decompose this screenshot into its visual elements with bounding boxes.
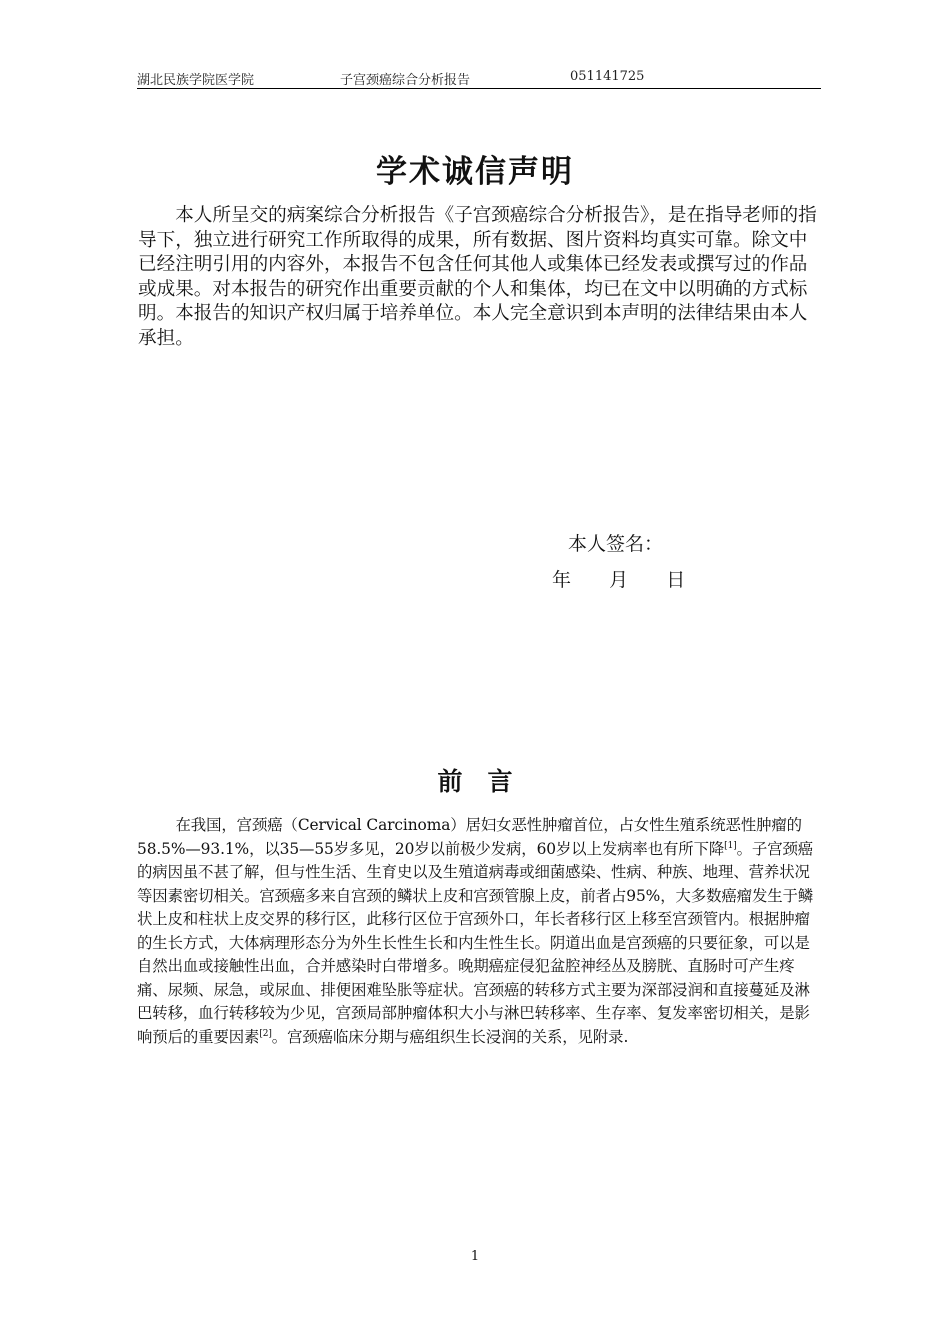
- citation-2: [2]: [259, 1028, 272, 1039]
- signature-date: [552, 565, 685, 592]
- preface-text-3: 。宫颈癌临床分期与癌组织生长浸润的关系，见附录.: [271, 1027, 629, 1046]
- date-month-label: 月: [609, 569, 629, 591]
- declaration-body: 本人所呈交的病案综合分析报告《子宫颈癌综合分析报告》，是在指导老师的指导下，独立进行研究工作所取得的成果，所有数据、图片资料均真实可靠。除文中已经注明引用的内容外，本报告不包含任何其他人或集体已经发表或撰写过的作品或成果。对本报告的研究作出重要贡献的个人和集体，均已在文中以明确的方式标明。本报告的知识产权归属于培养单位。本人完全意识到本声明的法律结果由本人承担。: [138, 205, 817, 349]
- declaration-title: 学术诚信声明: [376, 154, 574, 190]
- date-year-label: 年: [552, 569, 572, 591]
- page-header: [137, 68, 821, 89]
- header-student-id: 051141725: [570, 69, 645, 84]
- signature-label: 本人签名：: [568, 533, 664, 555]
- header-institution: 湖北民族学院医学院: [137, 73, 255, 88]
- page-number: 1: [470, 1249, 480, 1264]
- preface-text-1: 在我国，宫颈癌（Cervical Carcinoma）居妇女恶性肿瘤首位，占女性生殖系统恶性肿瘤的58.5%—93.1%，以35—55岁多见，20岁以前极少发病，60岁以上发病率也有所下降: [137, 816, 802, 858]
- preface-body: [137, 814, 821, 1049]
- date-day-label: 日: [666, 569, 686, 591]
- citation-1: [1]: [724, 840, 737, 851]
- header-report-title: 子宫颈癌综合分析报告: [340, 73, 471, 88]
- preface-text-2: 。子宫颈癌的病因虽不甚了解，但与性生活、生育史以及生殖道病毒或细菌感染、性病、种族、地理、营养状况等因素密切相关。宫颈癌多来自宫颈的鳞状上皮和宫颈管腺上皮，前者占95%，大多数癌瘤发生于鳞状上皮和柱状上皮交界的移行区，此移行区位于宫颈外口，年长者移行区上移至宫颈管内。根据肿瘤的生长方式，大体病理形态分为外生长性生长和内生性生长。阴道出血是宫颈癌的只要征象，可以是自然出血或接触性出血，合并感染时白带增多。晚期癌症侵犯盆腔神经丛及膀胱、直肠时可产生疼痛、尿频、尿急，或尿血、排便困难坠胀等症状。宫颈癌的转移方式主要为深部浸润和直接蔓延及淋巴转移，血行转移较为少见，宫颈局部肿瘤体积大小与淋巴转移率、生存率、复发率密切相关，是影响预后的重要因素: [137, 839, 814, 1046]
- preface-title: 前 言: [437, 767, 513, 796]
